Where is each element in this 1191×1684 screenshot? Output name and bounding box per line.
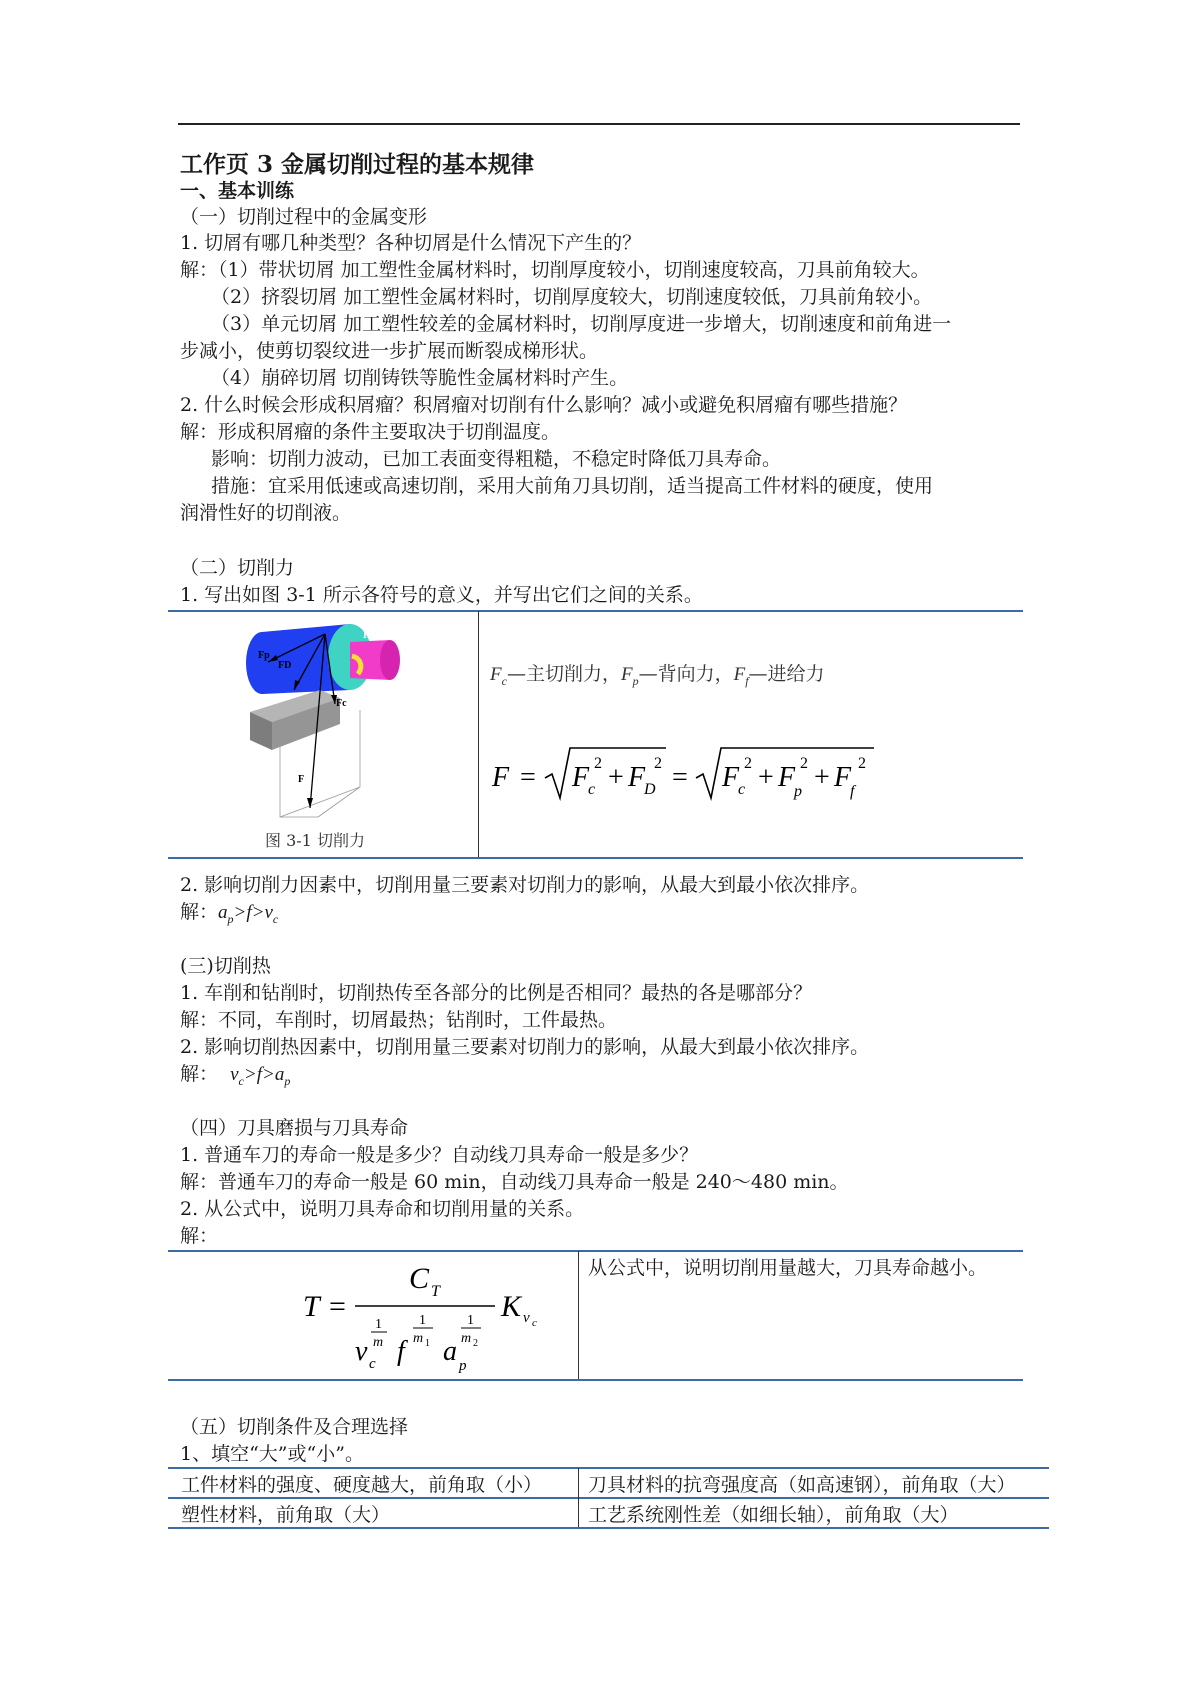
answer-prefix: 解： <box>180 1225 219 1247</box>
exp-den: m <box>461 1331 472 1346</box>
table-cell: 刀具材料的抗弯强度高（如高速钢），前角取（大） <box>588 1474 1016 1496</box>
denominator-term: v <box>355 1336 368 1367</box>
exp-num: 1 <box>419 1313 426 1328</box>
question-heat-ratio: 1. 车削和钻削时，切削热传至各部分的比例是否相同？最热的各是哪部分？ <box>180 982 813 1004</box>
answer-line: 润滑性好的切削液。 <box>180 502 352 524</box>
section-heading-cutting-force: （二）切削力 <box>180 557 295 579</box>
shank-end <box>380 640 400 680</box>
term: F <box>834 762 852 793</box>
table-divider <box>578 1251 579 1379</box>
plus: + <box>608 762 624 793</box>
part-heading: 一、基本训练 <box>180 180 295 202</box>
exp-den: m <box>373 1335 384 1350</box>
formula-lhs: F <box>492 762 510 793</box>
term-sub: f <box>850 783 855 800</box>
question-tool-life-relation: 2. 从公式中，说明刀具寿命和切削用量的关系。 <box>180 1198 585 1220</box>
answer-line: 措施：宜采用低速或高速切削，采用大前角刀具切削，适当提高工件材料的硬度，使用 <box>211 475 934 497</box>
denominator-sub: c <box>369 1356 376 1372</box>
term-sup: 2 <box>800 755 808 772</box>
plus: + <box>814 762 830 793</box>
top-rule <box>178 123 1020 125</box>
exp-den-sub: 1 <box>425 1338 430 1349</box>
term-sup: 2 <box>654 755 662 772</box>
term-sup: 2 <box>594 755 602 772</box>
formula-eq: = <box>672 762 688 793</box>
answer-tool-life: 解：普通车刀的寿命一般是 60 min，自动线刀具寿命一般是 240～480 min。 <box>180 1171 849 1193</box>
table-rule <box>168 857 1023 859</box>
question-tool-life: 1. 普通车刀的寿命一般是多少？自动线刀具寿命一般是多少？ <box>180 1144 699 1166</box>
tool-life-formula <box>295 1254 565 1374</box>
table-cell: 工件材料的强度、硬度越大，前角取（小） <box>181 1474 543 1496</box>
question-force-symbols: 1. 写出如图 3-1 所示各符号的意义，并写出它们之间的关系。 <box>180 584 703 606</box>
term-sub: D <box>644 781 656 798</box>
table-rule <box>168 1379 1023 1381</box>
workpiece-end <box>246 632 278 694</box>
table-rule <box>168 1497 1049 1499</box>
label-fd: FD <box>278 660 292 671</box>
cutting-force-figure <box>240 612 465 822</box>
table-rule <box>168 1250 1023 1252</box>
label-ff-inner: Ff <box>363 630 373 641</box>
answer-line: （3）单元切屑 加工塑性较差的金属材料时，切削厚度进一步增大，切削速度和前角进一 <box>211 313 952 335</box>
page-title: 工作页 3 金属切削过程的基本规律 <box>180 151 535 178</box>
denominator-term: a <box>443 1336 457 1367</box>
label-fc: Fc <box>336 698 347 709</box>
term-sub: c <box>738 781 746 798</box>
term-sup: 2 <box>858 755 866 772</box>
denominator-sub: p <box>459 1358 467 1374</box>
question-fill-blank: 1、填空“大”或“小”。 <box>180 1443 364 1465</box>
answer-heat-ranking: 解： $v_c>f>a_p$ <box>180 1063 291 1088</box>
answer-force-ranking: 解：$a_p>f>v_c$ <box>180 901 279 926</box>
term: F <box>778 762 796 793</box>
section-heading-cutting-heat: (三)切削热 <box>180 955 271 977</box>
numerator: C <box>409 1262 430 1295</box>
table-divider <box>578 1468 579 1527</box>
term-sub: c <box>588 781 596 798</box>
term: F <box>572 762 590 793</box>
label-f: F <box>298 774 305 785</box>
answer-heat-ratio: 解：不同，车削时，切屑最热；钻削时，工件最热。 <box>180 1009 618 1031</box>
table-cell: 塑性材料，前角取（大） <box>181 1504 391 1526</box>
term: F <box>722 762 740 793</box>
plus: + <box>758 762 774 793</box>
answer-line: （2）挤裂切屑 加工塑性金属材料时，切削厚度较大，切削速度较低，刀具前角较小。 <box>211 286 933 308</box>
answer-line: 步减小，使剪切裂纹进一步扩展而断裂成梯形状。 <box>180 340 599 362</box>
table-cell: 工艺系统刚性差（如细长轴），前角取（大） <box>588 1504 959 1526</box>
coefficient: K <box>501 1290 522 1323</box>
tool-life-conclusion: 从公式中，说明切削用量越大，刀具寿命越小。 <box>588 1257 988 1279</box>
figure-caption: 图 3-1 切削力 <box>265 831 365 850</box>
exp-num: 1 <box>375 1317 382 1332</box>
answer-line: 解：形成积屑瘤的条件主要取决于切削温度。 <box>180 421 561 443</box>
table-rule <box>168 1467 1049 1469</box>
numerator-sub: T <box>431 1283 440 1300</box>
formula-eq: = <box>520 762 536 793</box>
question-heat-ranking: 2. 影响切削热因素中，切削用量三要素对切削力的影响，从最大到最小依次排序。 <box>180 1036 870 1058</box>
denominator-term: f <box>397 1336 405 1367</box>
force-legend: $F_c—$主切削力，$F_p—$背向力，$F_f—$进给力 <box>490 663 825 688</box>
term-sub: p <box>794 783 802 800</box>
section-heading-deformation: （一）切削过程中的金属变形 <box>180 206 428 228</box>
exp-den: m <box>413 1331 424 1346</box>
exp-den-sub: 2 <box>473 1338 478 1349</box>
table-divider <box>478 611 479 857</box>
answer-line: 解：（1）带状切屑 加工塑性金属材料时，切削厚度较小，切削速度较高，刀具前角较大。 <box>180 259 930 281</box>
answer-line: 影响：切削力波动，已加工表面变得粗糙，不稳定时降低刀具寿命。 <box>211 448 782 470</box>
question-chip-types: 1. 切屑有哪几种类型？各种切屑是什么情况下产生的？ <box>180 232 642 254</box>
formula-eq: = <box>329 1290 346 1323</box>
table-rule <box>168 1527 1049 1529</box>
section-heading-cutting-conditions: （五）切削条件及合理选择 <box>180 1416 409 1438</box>
coefficient-subsub: c <box>532 1317 537 1329</box>
formula-lhs: T <box>303 1290 320 1323</box>
coefficient-sub: v <box>523 1310 530 1326</box>
exp-num: 1 <box>467 1313 474 1328</box>
section-heading-tool-life: （四）刀具磨损与刀具寿命 <box>180 1117 409 1139</box>
question-force-ranking: 2. 影响切削力因素中，切削用量三要素对切削力的影响，从最大到最小依次排序。 <box>180 874 870 896</box>
answer-line: （4）崩碎切屑 切削铸铁等脆性金属材料时产生。 <box>211 367 629 389</box>
label-fp: Fp <box>258 650 270 661</box>
question-built-up-edge: 2. 什么时候会形成积屑瘤？积屑瘤对切削有什么影响？减小或避免积屑瘤有哪些措施？ <box>180 394 908 416</box>
resultant-force-formula <box>490 740 890 810</box>
term: F <box>628 762 646 793</box>
term-sup: 2 <box>744 755 752 772</box>
